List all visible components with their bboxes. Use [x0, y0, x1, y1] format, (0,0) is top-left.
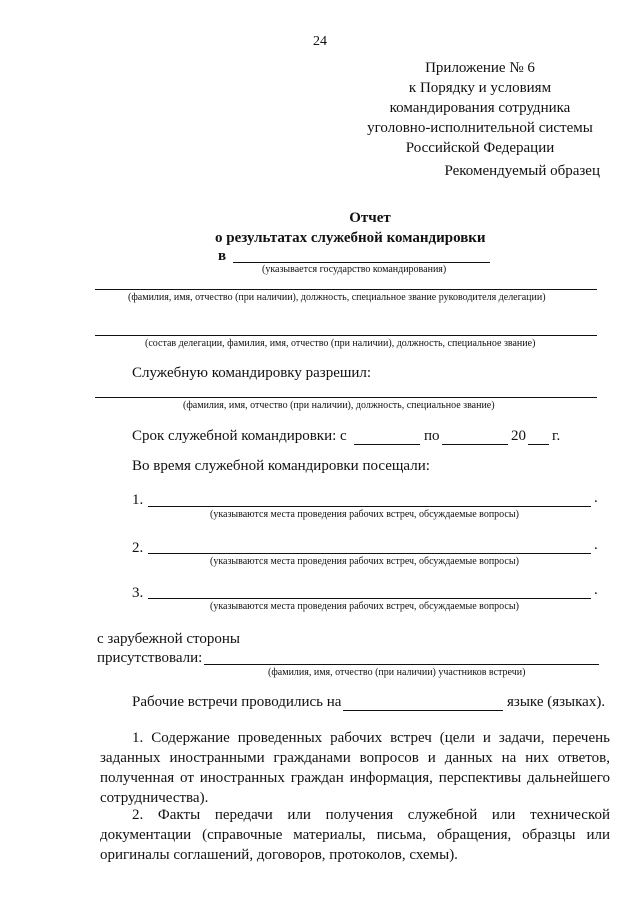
visited-label: Во время служебной командировки посещали:: [132, 458, 430, 474]
appendix-line: Российской Федерации: [405, 140, 555, 156]
report-title: Отчет: [349, 210, 391, 226]
appendix-line: уголовно-исполнительной системы: [367, 120, 593, 136]
foreign-side-label: с зарубежной стороны: [97, 631, 240, 647]
term-to-line[interactable]: [442, 444, 508, 445]
term-from-line[interactable]: [354, 444, 420, 445]
item-number: 2.: [132, 540, 144, 556]
language-label: Рабочие встречи проводились на: [132, 694, 342, 710]
head-field-line[interactable]: [95, 289, 597, 290]
term-to-label: по: [424, 428, 440, 444]
place-field-line[interactable]: [148, 506, 591, 507]
country-hint: (указывается государство командирования): [262, 264, 447, 275]
approver-hint: (фамилия, имя, отчество (при наличии), должность, специальное звание): [183, 400, 495, 411]
place-hint: (указываются места проведения рабочих встреч, обсуждаемые вопросы): [210, 556, 519, 567]
place-field-line[interactable]: [148, 598, 591, 599]
foreign-hint: (фамилия, имя, отчество (при наличии) участников встречи): [268, 667, 526, 678]
foreign-participants-line[interactable]: [204, 664, 599, 665]
line-end-dot: .: [594, 582, 598, 598]
language-suffix: языке (языках).: [507, 694, 606, 710]
line-end-dot: .: [594, 537, 598, 553]
appendix-header: [330, 58, 630, 158]
term-year-line[interactable]: [528, 444, 549, 445]
place-hint: (указываются места проведения рабочих встреч, обсуждаемые вопросы): [210, 601, 519, 612]
paragraph-documents-transfer: 2. Факты передачи или получения служебной или технической документации (справочные материалы, письма, обращения, образцы или оригиналы соглашений, договоров, протоколов, схемы).: [100, 807, 610, 863]
place-field-line[interactable]: [148, 553, 591, 554]
appendix-line: командирования сотрудника: [389, 100, 571, 116]
approver-field-line[interactable]: [95, 397, 597, 398]
page-number: 24: [313, 34, 327, 49]
foreign-present-label: присутствовали:: [97, 650, 203, 666]
head-hint: (фамилия, имя, отчество (при наличии), должность, специальное звание руководителя делегации): [128, 292, 546, 303]
term-year-suffix: г.: [552, 428, 561, 444]
item-number: 1.: [132, 492, 144, 508]
recommended-sample-label: Рекомендуемый образец: [444, 163, 600, 179]
language-field-line[interactable]: [343, 710, 503, 711]
term-year-prefix: 20: [511, 428, 526, 444]
delegation-field-line[interactable]: [95, 335, 597, 336]
report-subtitle: о результатах служебной командировки: [215, 230, 486, 246]
place-hint: (указываются места проведения рабочих встреч, обсуждаемые вопросы): [210, 509, 519, 520]
delegation-hint: (состав делегации, фамилия, имя, отчество (при наличии), должность, специальное звание): [145, 338, 536, 349]
country-field-line[interactable]: [233, 262, 490, 263]
approved-label: Служебную командировку разрешил:: [132, 365, 372, 381]
appendix-line: к Порядку и условиям: [408, 80, 552, 96]
line-end-dot: .: [594, 490, 598, 506]
term-label: Срок служебной командировки: с: [132, 428, 347, 444]
appendix-line: Приложение № 6: [425, 60, 535, 76]
paragraph-meetings-content: 1. Содержание проведенных рабочих встреч (цели и задачи, перечень заданных иностранными гражданами вопросов и данных на них ответов, полученная от иностранных граждан информация, перспективы дальнейшего сотрудничества).: [100, 730, 610, 806]
item-number: 3.: [132, 585, 144, 601]
report-country-prefix: в: [218, 248, 227, 264]
